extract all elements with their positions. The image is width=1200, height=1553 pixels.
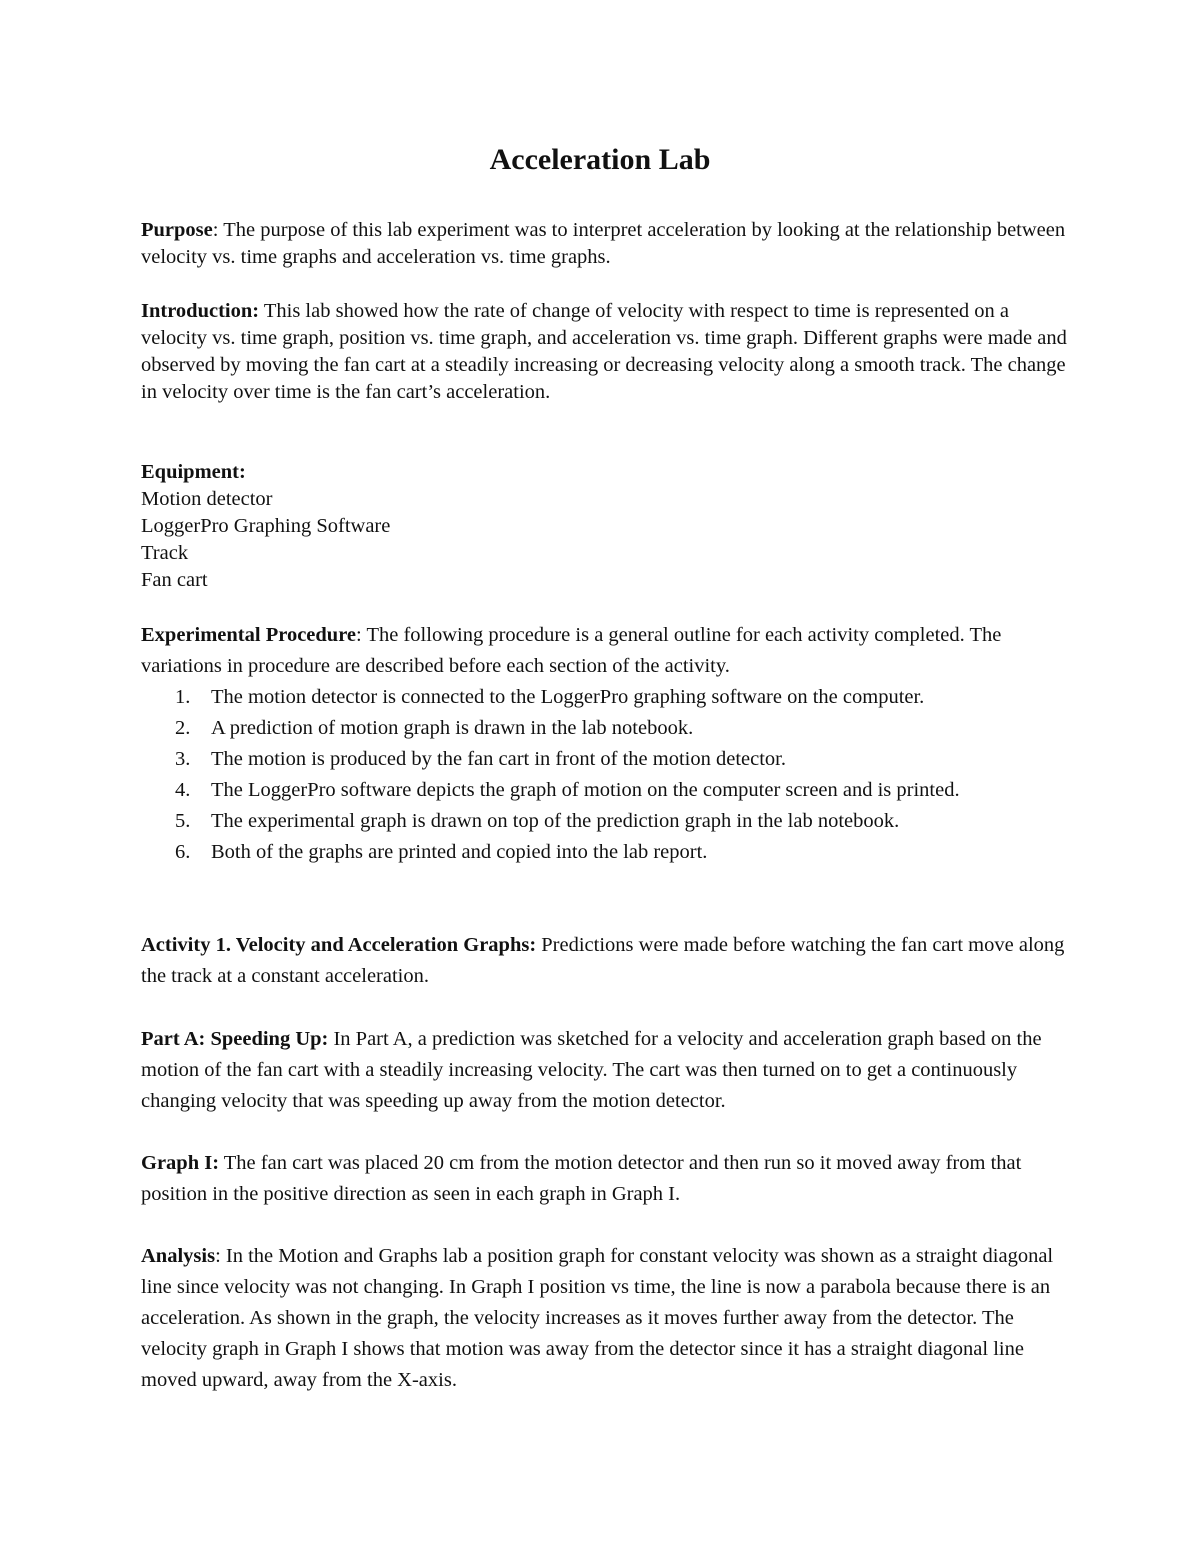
partA-paragraph [141, 1024, 1071, 1117]
activity1-heading: Activity 1. Velocity and Acceleration Graphs: [141, 934, 537, 956]
step-number: 4. [175, 779, 191, 801]
purpose-heading: Purpose [141, 219, 213, 241]
step-text: The motion detector is connected to the LoggerPro graphing software on the computer. [211, 686, 925, 708]
equipment-item: Fan cart [141, 569, 208, 591]
analysis-text: : In the Motion and Graphs lab a position graph for constant velocity was shown as a straight diagonal line since velocity was not changing. In Graph I position vs time, the line is now a parabola because there is an acceleration. As shown in the graph, the velocity increases as it moves further away from the detector. The velocity graph in Graph I shows that motion was away from the detector since it has a straight diagonal line moved upward, away from the X-axis. [141, 1245, 1054, 1391]
introduction-text: This lab showed how the rate of change of velocity with respect to time is represented on a velocity vs. time graph, position vs. time graph, and acceleration vs. time graph. Different graphs were made and observed by moving the fan cart at a steadily increasing or decreasing velocity along a smooth track. The change in velocity over time is the fan cart’s acceleration. [141, 300, 1067, 403]
step-number: 5. [175, 810, 191, 832]
partA-heading: Part A: Speeding Up: [141, 1028, 329, 1050]
equipment-heading: Equipment: [141, 461, 246, 483]
procedure-step [141, 837, 1071, 868]
procedure-step [141, 775, 1071, 806]
step-number: 6. [175, 841, 191, 863]
purpose-paragraph [141, 217, 1071, 271]
step-text: Both of the graphs are printed and copied into the lab report. [211, 841, 708, 863]
step-text: The motion is produced by the fan cart in front of the motion detector. [211, 748, 786, 770]
graph1-heading: Graph I: [141, 1152, 220, 1174]
step-text: The experimental graph is drawn on top of the prediction graph in the lab notebook. [211, 810, 900, 832]
procedure-text: : The following procedure is a general outline for each activity completed. The variations in procedure are described before each section of the activity. [141, 624, 1002, 677]
step-text: A prediction of motion graph is drawn in the lab notebook. [211, 717, 694, 739]
equipment-item: Track [141, 542, 189, 564]
procedure-step [141, 806, 1071, 837]
procedure-step [141, 682, 1071, 713]
equipment-item: LoggerPro Graphing Software [141, 515, 391, 537]
equipment-item: Motion detector [141, 488, 273, 510]
procedure-step [141, 744, 1071, 775]
procedure-step [141, 713, 1071, 744]
graph1-paragraph [141, 1148, 1071, 1210]
step-number: 2. [175, 717, 191, 739]
page-title: Acceleration Lab [489, 143, 711, 176]
procedure-steps [141, 682, 1071, 868]
step-text: The LoggerPro software depicts the graph of motion on the computer screen and is printed. [211, 779, 960, 801]
analysis-paragraph [141, 1241, 1071, 1396]
introduction-heading: Introduction: [141, 300, 260, 322]
equipment-section [141, 459, 1071, 594]
partA-text: In Part A, a prediction was sketched for a velocity and acceleration graph based on the motion of the fan cart with a steadily increasing velocity. The cart was then turned on to get a continuously changing velocity that was speeding up away from the motion detector. [141, 1028, 1042, 1112]
introduction-paragraph [141, 298, 1071, 406]
step-number: 1. [175, 686, 191, 708]
analysis-heading: Analysis [141, 1245, 216, 1267]
procedure-paragraph [141, 620, 1071, 682]
activity1-text: Predictions were made before watching the fan cart move along the track at a constant acceleration. [141, 934, 1065, 987]
graph1-text: The fan cart was placed 20 cm from the motion detector and then run so it moved away from that position in the positive direction as seen in each graph in Graph I. [141, 1152, 1022, 1205]
activity1-paragraph [141, 930, 1071, 992]
procedure-heading: Experimental Procedure [141, 624, 357, 646]
step-number: 3. [175, 748, 191, 770]
purpose-text: : The purpose of this lab experiment was to interpret acceleration by looking at the relationship between velocity vs. time graphs and acceleration vs. time graphs. [141, 219, 1066, 268]
